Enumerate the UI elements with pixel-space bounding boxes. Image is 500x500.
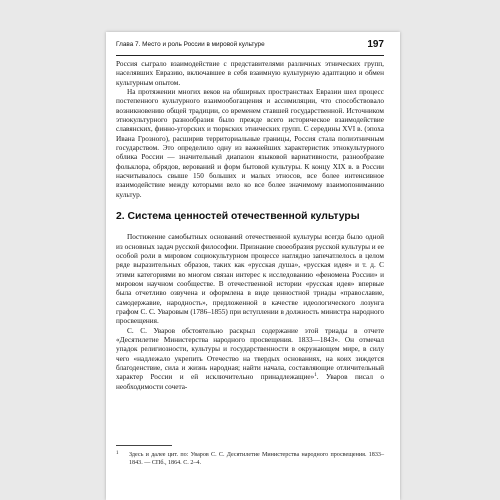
paragraph xyxy=(116,327,384,392)
header-divider xyxy=(116,55,384,56)
footnote-divider xyxy=(116,445,172,446)
paragraph: На протяжении многих веков на обширных пространствах Евразии шел процесс постепенного культурного взаимообогащения и ассимиляции, что способствовало возникновению общей традиции, со временем ставшей государственной. Источником этнокультурного разнообразия было прежде всего историческое взаимодействие славянских, финно-угорских и тюркских этнических групп. С середины XVI в. (эпоха Ивана Грозного), расширив территориальные границы, Россия стала полиэтничным государством. Это определило одну из важнейших характеристик этнокультурного облика России — значительный диапазон языковой вариативности, разнообразие фольклора, обрядов, верований и форм бытовой культуры. К концу XIX в. в России насчитывалось свыше 150 больших и малых этносов, все более интенсивное взаимодействие между которыми вело ко все более значимому взаимопониманию культур. xyxy=(116,88,384,199)
paragraph: Россия сыграло взаимодействие с представителями различных этнических групп, населявших Евразию, включавшее в себя взаимную культурную адаптацию и обмен культурным опытом. xyxy=(116,60,384,87)
chapter-title: Глава 7. Место и роль России в мировой культуре xyxy=(116,41,265,48)
footnote-entry xyxy=(116,450,384,467)
page-number: 197 xyxy=(367,39,384,50)
section-heading: 2. Система ценностей отечественной культуры xyxy=(116,211,360,223)
footnote-text: Здесь и далее цит. по: Уваров С. С. Десятилетие Министерства народного просвещения. 1833–1843. — СПб., 1864. С. 2–4. xyxy=(129,452,384,467)
book-page xyxy=(106,32,400,500)
main-text xyxy=(116,60,384,392)
footnote xyxy=(116,450,384,467)
paragraph-text: С. С. Уваров обстоятельно раскрыл содержание этой триады в отчете «Десятилетие Министерства народного просвещения. 1833—1843». Он отмечал упадок религиозности, культуры и государственности в окружающем мире, в силу чего «надлежало укрепить Отечество на твердых основаниях, на коих зиждется благоденствие, сила и жизнь народная; найти начала, составляющие отличительный характер России и ей исключительно принадлежащие» xyxy=(116,326,384,382)
footnote-mark: 1 xyxy=(116,451,119,456)
running-header xyxy=(116,39,384,53)
paragraph: Постижение самобытных оснований отечественной культуры всегда было одной из основных задач русской философии. Признание своеобразия русской культуры и ее особой роли в мировом социокультурном процессе наглядно запечатлелось в целом ряде выразительных образов, таких как «русская душа», «русская идея» и т. д. С этими категориями во многом связан интерес к исследованию «феномена России» и мировом научном сообществе. В отечественной истории «русская идея» впервые была отчетливо озвучена и оформлена в виде ценностной триады «православие, самодержавие, народность», предложенной в качестве идеологического лозунга графом С. С. Уваровым (1786–1855) при вступлении в должность министра народного просвещения. xyxy=(116,233,384,326)
footnote-reference[interactable]: 1 xyxy=(314,373,317,379)
paragraph-tail: . Уваров писал о необходимости сочета- xyxy=(116,373,385,391)
